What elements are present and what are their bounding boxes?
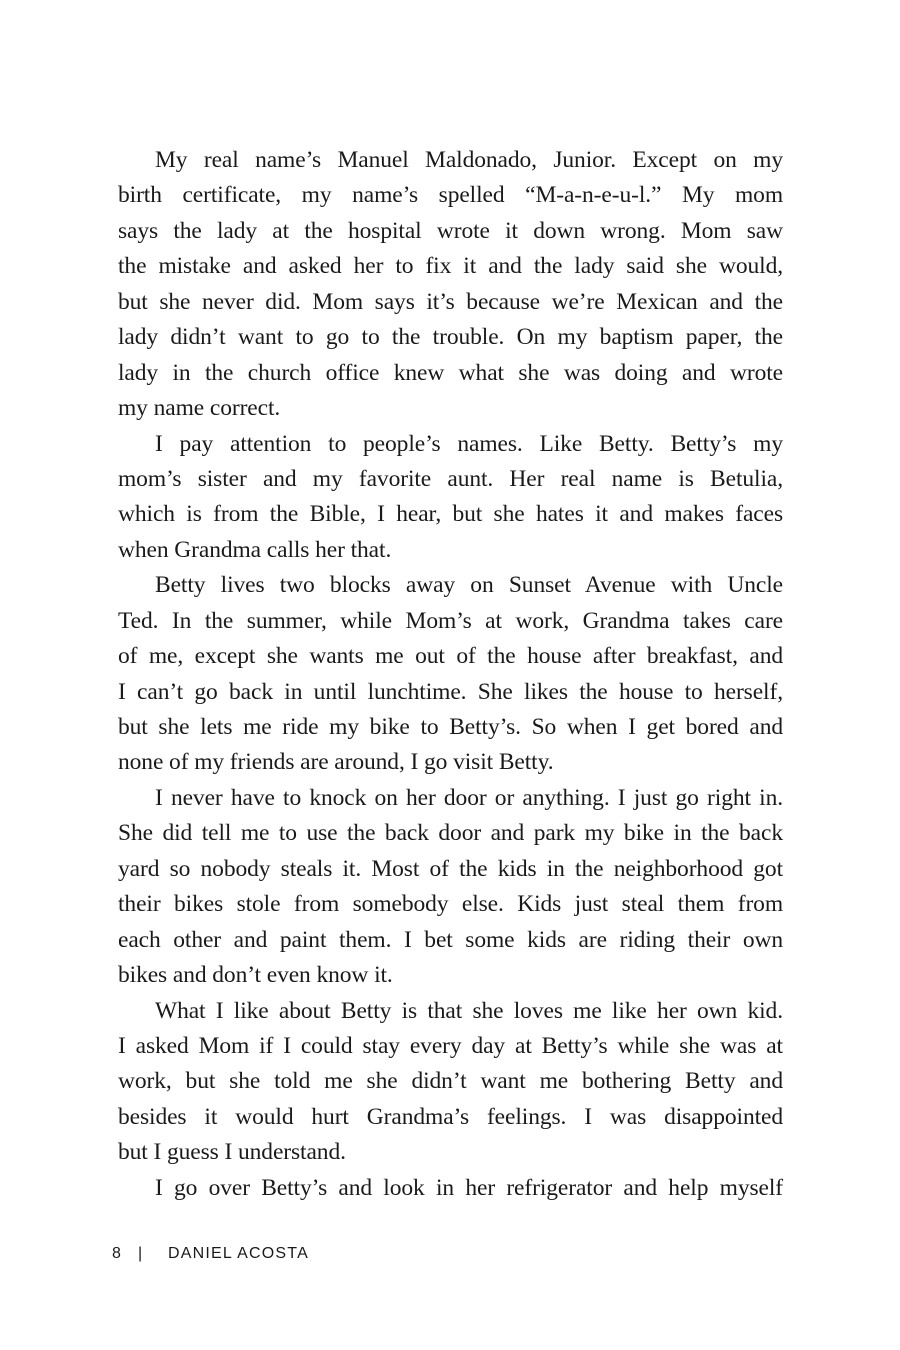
paragraph — [118, 994, 783, 1171]
text-line: I never have to knock on her door or anything. I just go right in. — [155, 784, 783, 811]
running-footer-author: DANIEL ACOSTA — [168, 1245, 309, 1262]
text-line: but she lets me ride my bike to Betty’s. So when I get bored and — [118, 714, 783, 740]
text-line: work, but she told me she didn’t want me bothering Betty and — [118, 1068, 783, 1095]
text-line: their bikes stole from somebody else. Kids just steal them from — [118, 891, 783, 918]
text-line: I go over Betty’s and look in her refrigerator and help myself — [155, 1174, 783, 1201]
paragraph — [118, 143, 783, 427]
text-line: none of my friends are around, I go visit Betty. — [118, 749, 554, 776]
text-line: What I like about Betty is that she loves me like her own kid. — [155, 997, 783, 1024]
text-line: which is from the Bible, I hear, but she hates it and makes faces — [118, 501, 783, 528]
text-line: but I guess I understand. — [118, 1139, 346, 1166]
text-line: besides it would hurt Grandma’s feelings. I was disappointed — [118, 1103, 783, 1130]
text-line: but she never did. Mom says it’s because we’re Mexican and the — [118, 288, 783, 315]
text-line: She did tell me to use the back door and park my bike in the back — [118, 820, 783, 847]
text-line: I pay attention to people’s names. Like Betty. Betty’s my — [155, 430, 783, 457]
text-line: yard so nobody steals it. Most of the kids in the neighborhood got — [118, 855, 783, 882]
paragraph — [118, 781, 783, 994]
text-line: each other and paint them. I bet some kids are riding their own — [118, 926, 783, 953]
paragraph — [118, 568, 783, 781]
text-line: lady didn’t want to go to the trouble. On my baptism paper, the — [118, 324, 783, 351]
text-line: My real name’s Manuel Maldonado, Junior. Except on my — [155, 147, 783, 173]
text-line: mom’s sister and my favorite aunt. Her real name is Betulia, — [118, 465, 783, 492]
text-line: Betty lives two blocks away on Sunset Avenue with Uncle — [155, 572, 783, 599]
paragraph — [118, 1171, 783, 1206]
body-text — [118, 143, 783, 1206]
paragraph — [118, 427, 783, 569]
text-line: I can’t go back in until lunchtime. She likes the house to herself, — [118, 678, 783, 705]
page-footer — [112, 1245, 309, 1263]
text-line: my name correct. — [118, 395, 281, 422]
text-line: says the lady at the hospital wrote it down wrong. Mom saw — [118, 217, 783, 244]
page-number: 8 — [112, 1245, 123, 1262]
text-line: bikes and don’t even know it. — [118, 962, 393, 989]
footer-separator: | — [138, 1245, 144, 1262]
text-line: I asked Mom if I could stay every day at Betty’s while she was at — [118, 1032, 783, 1059]
text-line: lady in the church office knew what she was doing and wrote — [118, 359, 783, 386]
text-line: of me, except she wants me out of the house after breakfast, and — [118, 643, 783, 670]
text-line: Ted. In the summer, while Mom’s at work, Grandma takes care — [118, 607, 783, 634]
text-line: when Grandma calls her that. — [118, 536, 392, 563]
text-line: the mistake and asked her to fix it and the lady said she would, — [118, 253, 783, 280]
text-line: birth certificate, my name’s spelled “M-a-n-e-u-l.” My mom — [118, 182, 783, 209]
